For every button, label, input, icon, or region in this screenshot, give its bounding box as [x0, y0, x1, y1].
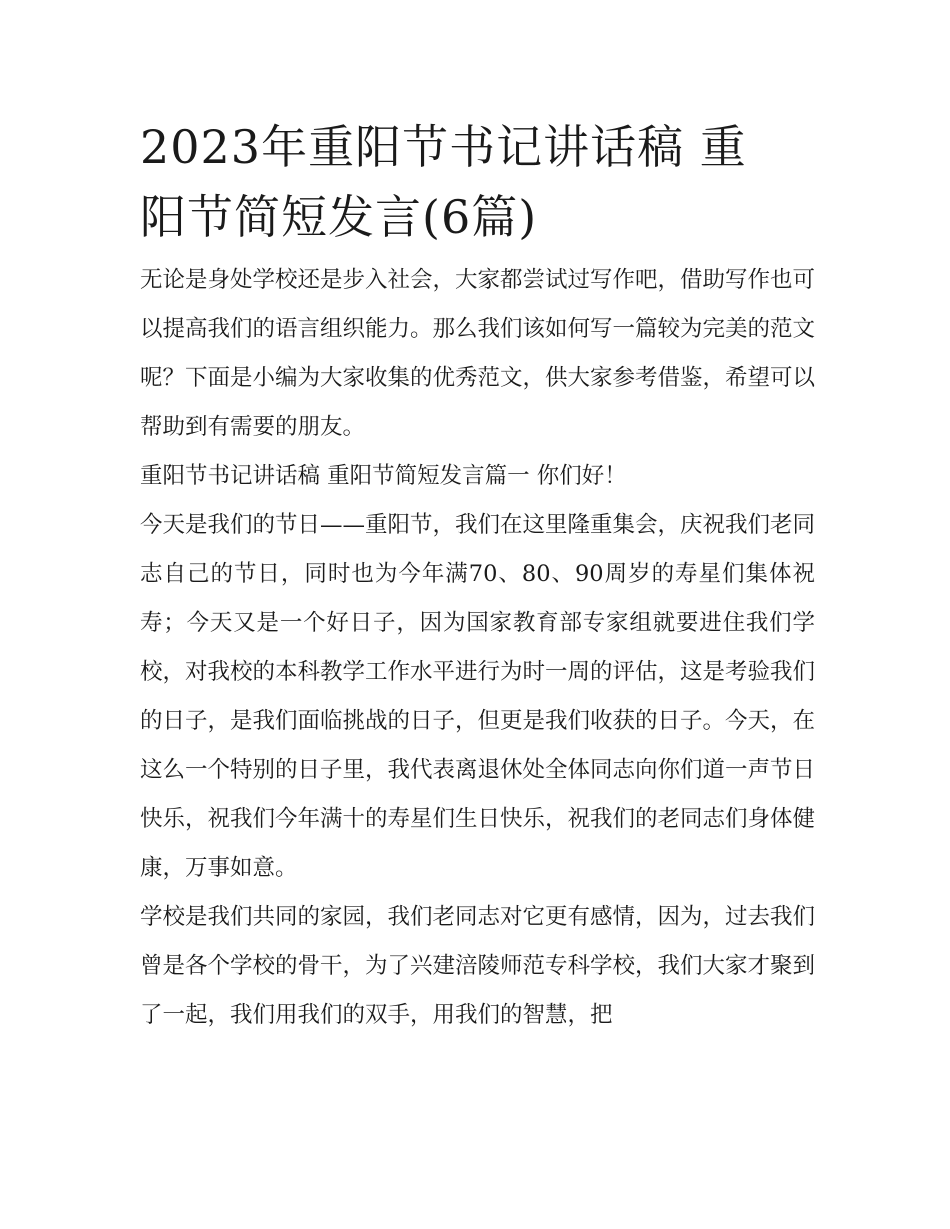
title-line-2: 阳节简短发言(6篇)	[140, 190, 538, 244]
section-heading: 重阳节书记讲话稿 重阳节简短发言篇一 你们好！	[140, 463, 627, 489]
intro-paragraph: 无论是身处学校还是步入社会，大家都尝试过写作吧，借助写作也可以提高我们的语言组织能力。那么我们该如何写一篇较为完美的范文呢？下面是小编为大家收集的优秀范文，供大家参考借鉴，希望可以帮助到有需要的朋友。	[140, 267, 816, 440]
body-paragraph-2: 学校是我们共同的家园，我们老同志对它更有感情，因为，过去我们曾是各个学校的骨干，为了兴建涪陵师范专科学校，我们大家才聚到了一起，我们用我们的双手，用我们的智慧，把	[140, 904, 816, 1028]
body-paragraph-1: 今天是我们的节日——重阳节，我们在这里隆重集会，庆祝我们老同志自己的节日，同时也为今年满70、80、90周岁的寿星们集体祝寿；今天又是一个好日子，因为国家教育部专家组就要进住我们学校，对我校的本科教学工作水平进行为时一周的评估，这是考验我们的日子，是我们面临挑战的日子，但更是我们收获的日子。今天，在这么一个特别的日子里，我代表离退休处全体同志向你们道一声节日快乐，祝我们今年满十的寿星们生日快乐，祝我们的老同志们身体健康，万事如意。	[140, 512, 816, 881]
title-line-1: 2023年重阳节书记讲话稿 重	[140, 120, 747, 174]
document-title	[140, 112, 815, 252]
document-body	[140, 112, 815, 1040]
